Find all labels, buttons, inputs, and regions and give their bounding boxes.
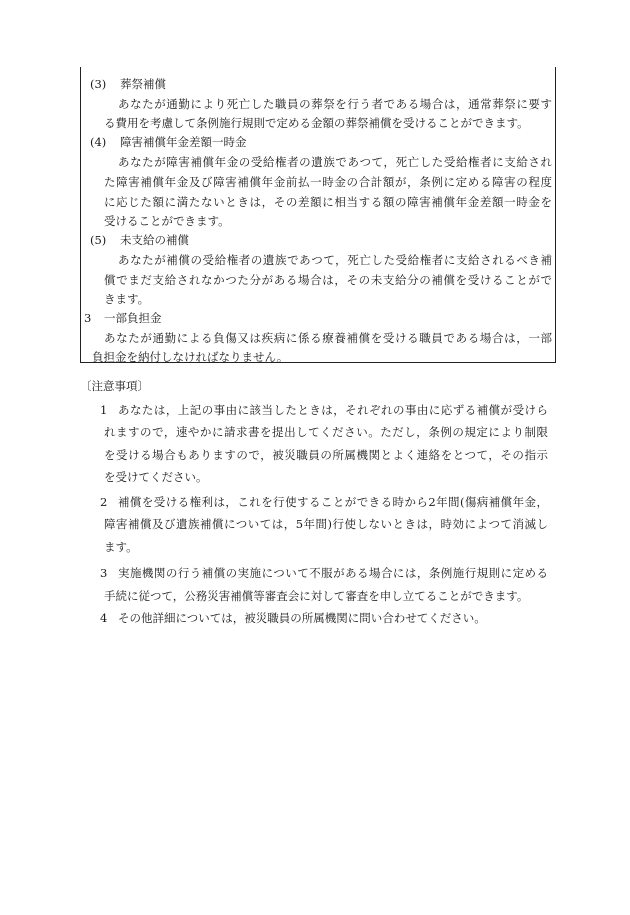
note-number: 3 [100, 566, 108, 580]
funeral-heading: 葬祭補償 [120, 77, 166, 91]
unpaid-heading: 未支給の補償 [120, 233, 189, 247]
partial-heading: 一部負担金 [104, 311, 162, 325]
funeral-text-line: あなたが通勤により死亡した職員の葬祭を行う者である場合は，通常葬祭に要す [118, 97, 552, 111]
note-text-line: あなたは，上記の事由に該当したときは，それぞれの事由に応ずる補償が受けら [118, 403, 548, 417]
note-text-line: 補償を受ける権利は，これを行使することができる時から2年間(傷病補償年金， [118, 495, 548, 509]
disability-lump-text-line: に応じた額に満たないときは，その差額に相当する額の障害補償年金差額一時金を [104, 195, 552, 209]
disability-lump-number: (4) [90, 135, 107, 149]
disability-lump-text-line: た障害補償年金及び障害補償年金前払一時金の合計額が，条例に定める障害の程度 [104, 175, 552, 189]
note-text-line: その他詳細については，被災職員の所属機関に問い合わせてください。 [118, 611, 486, 625]
unpaid-text-line: きます。 [104, 292, 150, 306]
note-number: 1 [100, 403, 108, 417]
note-text-line: 障害補償及び遺族補償については，5年間)行使しないときは，時効によつて消滅し [104, 517, 548, 531]
funeral-text-line: る費用を考慮して条例施行規則で定める金額の葬祭補償を受けることができます。 [104, 116, 529, 130]
disability-lump-text-line: あなたが障害補償年金の受給権者の遺族であつて，死亡した受給権者に支給され [118, 155, 552, 169]
partial-text-line: あなたが通勤による負傷又は疾病に係る療養補償を受ける職員である場合は，一部 [104, 331, 552, 345]
notes-title: 〔注意事項〕 [80, 379, 149, 393]
note-number: 4 [100, 611, 108, 625]
partial-number: 3 [84, 311, 92, 325]
disability-lump-text-line: 受けることができます。 [104, 214, 230, 228]
unpaid-text-line: あなたが補償の受給権者の遺族であつて，死亡した受給権者に支給されるべき補 [118, 253, 552, 267]
note-text-line: を受けてください。 [104, 470, 208, 484]
note-text-line: を受ける場合もありますので，被災職員の所属機関とよく連絡をとつて，その指示 [104, 448, 548, 462]
funeral-number: (3) [90, 77, 107, 91]
note-text-line: 実施機関の行う補償の実施について不服がある場合には，条例施行規則に定める [118, 566, 548, 580]
note-text-line: ます。 [104, 540, 138, 554]
unpaid-text-line: 償でまだ支給されなかつた分がある場合は，その未支給分の補償を受けることがで [104, 273, 552, 287]
note-text-line: れますので，速やかに請求書を提出してください。ただし，条例の規定により制限 [104, 425, 548, 439]
note-text-line: 手続に従つて，公務災害補償等審査会に対して審査を申し立てることができます。 [104, 589, 529, 603]
unpaid-number: (5) [90, 233, 107, 247]
disability-lump-heading: 障害補償年金差額一時金 [120, 135, 247, 149]
note-number: 2 [100, 495, 108, 509]
partial-text-line: 負担金を納付しなければなりません。 [92, 350, 289, 364]
